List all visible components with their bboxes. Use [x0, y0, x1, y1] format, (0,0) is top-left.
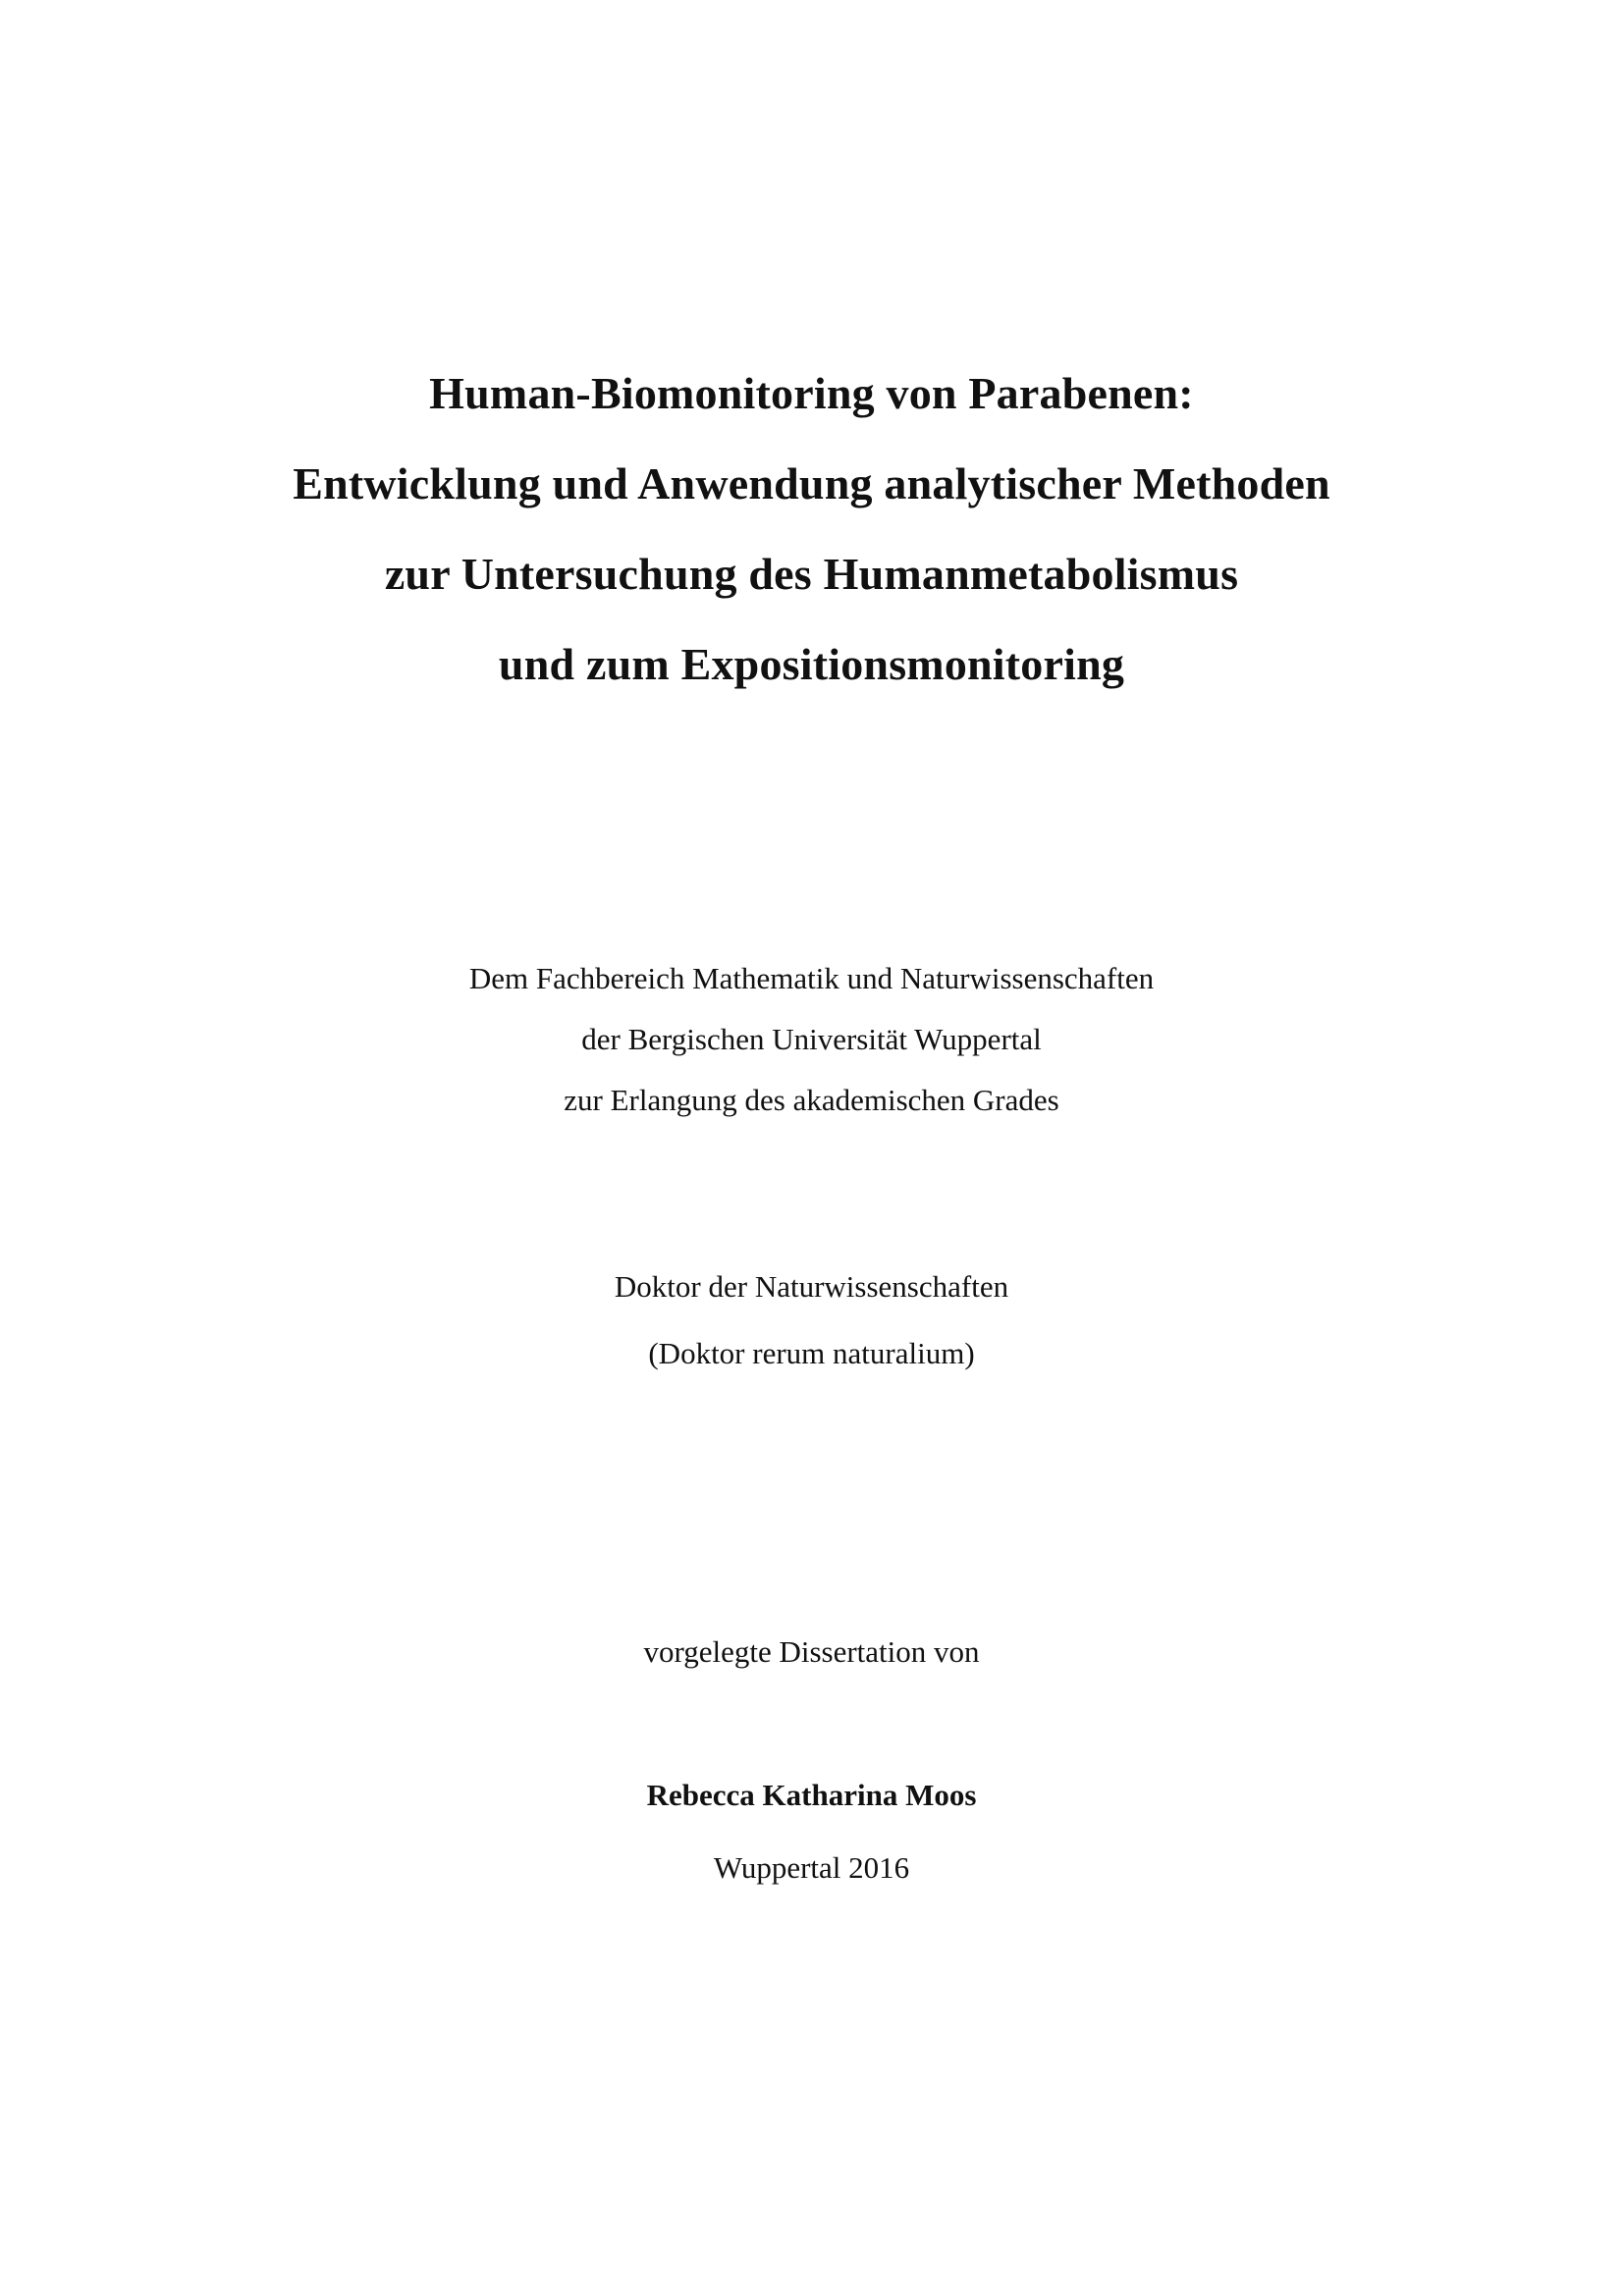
faculty-line-1: Dem Fachbereich Mathematik und Naturwissenschaften	[468, 961, 1155, 995]
thesis-title	[0, 348, 1623, 710]
place-year: Wuppertal 2016	[713, 1850, 910, 1885]
faculty-statement	[0, 948, 1623, 1131]
title-line-2: Entwicklung und Anwendung analytischer Methoden	[293, 458, 1330, 508]
degree-name: Doktor der Naturwissenschaften	[614, 1269, 1009, 1304]
title-line-1: Human-Biomonitoring von Parabenen:	[429, 368, 1194, 418]
faculty-line-2: der Bergischen Universität Wuppertal	[581, 1022, 1042, 1056]
title-line-3: zur Untersuchung des Humanmetabolismus	[384, 549, 1239, 599]
degree-latin-name: (Doktor rerum naturalium)	[648, 1336, 975, 1370]
title-line-4: und zum Expositionsmonitoring	[498, 639, 1125, 689]
submission-text: vorgelegte Dissertation von	[643, 1634, 980, 1669]
faculty-line-3: zur Erlangung des akademischen Grades	[564, 1083, 1059, 1117]
degree-statement	[0, 1254, 1623, 1387]
author-name: Rebecca Katharina Moos	[646, 1778, 977, 1812]
